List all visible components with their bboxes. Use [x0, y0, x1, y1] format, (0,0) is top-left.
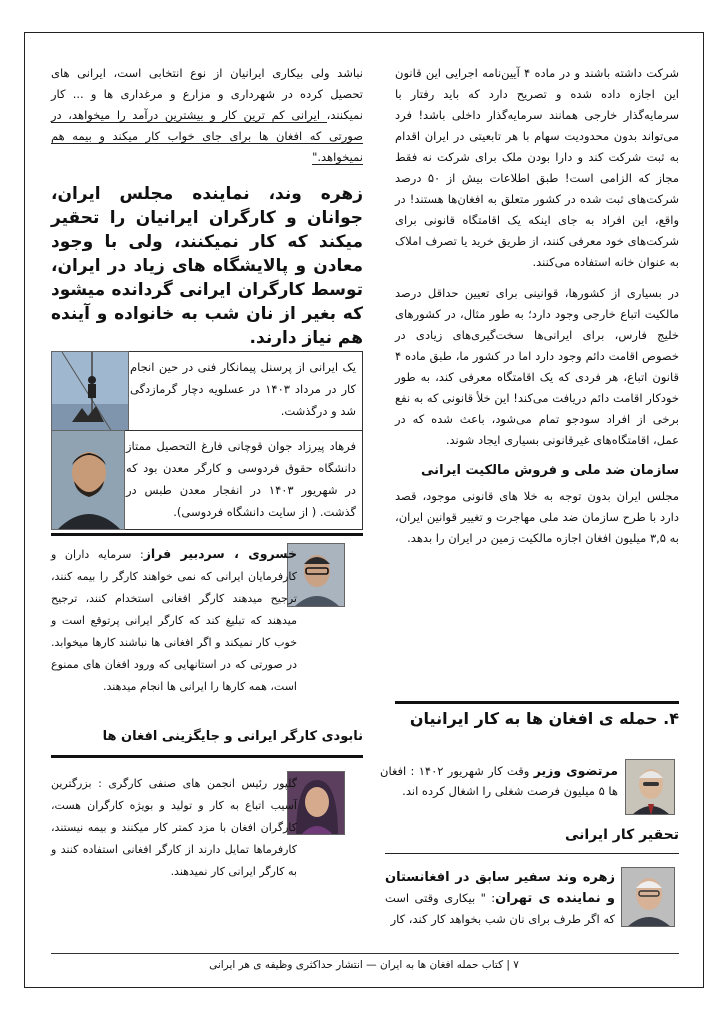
- left-intro-text: نباشد ولی بیکاری ایرانیان از نوع انتخابی است، ایرانی های تحصیل کرده در شهرداری و مزارع و مرغداری ها و ... کار نمیکنند،: [51, 66, 363, 122]
- caption-box-asaluyeh: [51, 351, 363, 431]
- mortazavi-portrait: [625, 759, 675, 815]
- zohreh-text: [385, 867, 615, 930]
- caption-asaluyeh-text: یک ایرانی از پرسنل پیمانکار فنی در حین انجام کار در مرداد ۱۴۰۳ در عسلویه دچار گرمازدگی شد و درگذشت.: [130, 360, 356, 418]
- section-title-replacement: نابودی کارگر ایرانی و جایگزینی افغان ها: [102, 729, 363, 744]
- big-quote-zohreh: زهره وند، نماینده مجلس ایران، جوانان و کارگران ایرانیان را تحقیر میکند که کار نمیکنند، ولی با وجود معادن و پالایشگاه های زیاد در ایران، توسط کارگران ایرانی گردانده میشود که بغیر از نان شب به خانواده و آینده هم نیاز دارند.: [51, 184, 363, 348]
- paragraph-residency: در بسیاری از کشورها، قوانینی برای تعیین حداقل درصد مالکیت اتباع خارجی وجود دارد؛ به طور مثال، در کشورهای خلیج فارس، برای ایرانی‌ها سخت‌گیری‌های زیادی در خصوص اقامت دائم وجود دارد اما در کشور ما، طبق ماده ۴ قانون اتباع، هر فردی که یک اقامتگاه معرفی کند، به طور خودکار اقامت دائم دریافت می‌کند! این خلأ قانونی که به نفع برخی از افراد سودجو تمام می‌شود، باعث شده که در عمل، اقامتگاه‌های غیرقانونی بسیاری ایجاد شوند.: [395, 286, 679, 447]
- caption-tabas-text: فرهاد پیرزاد جوان قوچانی فارغ التحصیل ممتاز دانشگاه حقوق فردوسی و کارگر معدن بود که در شهریور ۱۴۰۳ در انفجار معدن طبس در گذشت. ( از سایت دانشگاه فردوسی).: [126, 439, 357, 519]
- page-footer: ۷ | کتاب حمله افغان ها به ایران — انتشار حداکثری وظیفه ی هر ایرانی: [209, 959, 519, 971]
- section-title-humiliation: تحقیر کار ایرانی: [564, 827, 679, 843]
- footer-rule: [51, 953, 679, 954]
- tahqir-rule: [385, 853, 679, 854]
- tahqir-title-wrap: [395, 827, 679, 843]
- section4-rule: [395, 701, 679, 704]
- paragraph-investment-law: شرکت داشته باشند و در ماده ۴ آیین‌نامه اجرایی این قانون این اجازه داده شده و تصریح دارد که باید رفتار با سرمایه‌گذار خارجی همانند سرمایه‌گذار داخلی باشد! فرد می‌تواند بدون محدودیت سهام با هر تابعیتی در ایران اقدام به ثبت شرکت کند و دارا بودن ملک برای شرکت نه فقط مجاز که الزامی است! طبق اطلاعات بیش از ۵۰ درصد شرکت‌های ثبت شده در کشور متعلق به افغان‌ها هستند! در واقع، این افراد به جای اینکه یک اقامتگاه قانونی برای شرکت‌های خود معرفی کنند، از طریق خرید یا تصرف املاک به عنوان خانه استفاده می‌کنند.: [395, 66, 679, 269]
- section-title-anti-national: سازمان ضد ملی و فروش مالکیت ایرانی: [421, 463, 679, 478]
- golpour-text: [51, 773, 363, 883]
- worker-rescue-photo: [51, 351, 129, 431]
- right-column: [395, 63, 679, 549]
- mortazavi-name: مرتضوی وزیر: [533, 763, 618, 778]
- zohreh-vand-portrait: [621, 867, 675, 927]
- paragraph-land-ownership: مجلس ایران بدون توجه به خلا های قانونی موجود، قصد دارد با طرح سازمان ضد ملی مهاجرت و تغییر قوانین ایران، به ۳,۵ میلیون افغان اجازه مالکیت زمین در ایران را بدهد.: [395, 489, 679, 545]
- mortazavi-text: [380, 761, 618, 801]
- section2-rule: [51, 755, 363, 758]
- caption-box-tabas: [51, 430, 363, 530]
- section2-title-wrap: [51, 729, 363, 744]
- section4-title-wrap: [395, 709, 679, 728]
- section-title-attack-on-jobs: ۴. حمله ی افغان ها به کار ایرانیان: [409, 709, 679, 728]
- khosravi-name: خسروی ، سردبیر فراز: [143, 546, 297, 561]
- khosravi-quote: : سرمایه داران و کارفرمایان ایرانی که نمی خواهند کارگر را بیمه کنند، ترجیح میدهند کارگر افغانی استخدام کنند، ترجیح میدهند که تبلیغ کند که کارگر ایرانی پرتوقع است و خوب کار نمیکند و اگر افغانی ها نباشند کارها میخوابد. در صورتی که در استانهایی که ورود افغان های ممنوع است، همه کارها را ایرانی ها انجام میدهند.: [51, 548, 297, 693]
- zohreh-name: زهره وند سفیر سابق در افغانستان و نماینده ی تهران: [385, 870, 615, 906]
- golpour-quote: گلپور رئیس انجمن های صنفی کارگری : بزرگترین آسیب اتباع به کار و تولید و بویژه کارگران هست، کارگران افغان با مزد کمتر کار میکنند و بیمه نیستند، کارفرماها تمایل دارند از کارگر افغانی استفاده کنند و به کارگر ایرانی کار نمیدهند.: [51, 777, 297, 878]
- left-intro-underlined: ایرانی کم ترین کار و بیشترین درآمد را میخواهد، در صورتی که افغان ها برای جای خواب کار میکند و بیمه هم نمیخواهد.": [51, 108, 363, 164]
- left-column-top: [51, 63, 363, 350]
- khosravi-text: [51, 543, 363, 698]
- zohreh-quote: : " بیکاری وقتی است که اگر طرف برای نان شب بخواهد کار کند، کار: [385, 891, 615, 926]
- farhad-pirzad-photo: [51, 430, 125, 530]
- page-frame: [24, 32, 704, 988]
- mortazavi-quote: وقت کار شهریور ۱۴۰۲ : افغان ها ۵ میلیون فرصت شغلی را اشغال کرده اند.: [380, 764, 618, 798]
- khosravi-rule: [51, 533, 363, 536]
